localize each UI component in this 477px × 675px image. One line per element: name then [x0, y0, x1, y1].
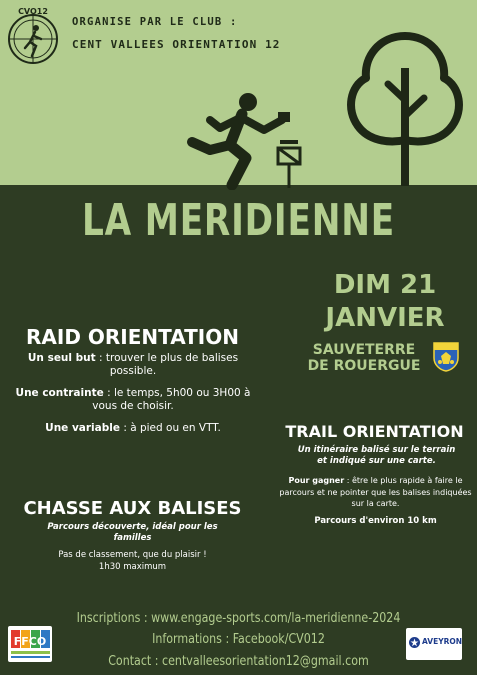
raid-constraint-label: Une contrainte: [15, 387, 104, 399]
event-title: LA MERIDIENNE: [82, 195, 395, 246]
svg-text:FFCO: FFCO: [13, 635, 47, 648]
raid-variable-label: Une variable: [45, 422, 120, 434]
event-date-day: DIM 21: [333, 270, 437, 300]
inscriptions-link[interactable]: Inscriptions : www.engage-sports.com/la-meridienne-2024: [76, 610, 401, 626]
chasse-heading: CHASSE AUX BALISES: [23, 498, 242, 519]
raid-constraint: [8, 387, 258, 413]
raid-goal: [18, 352, 248, 378]
trail-win-text: : être le plus rapide à faire le parcours et ne pointer que les balises indiquées sur la carte.: [279, 476, 472, 508]
trail-win: [278, 475, 473, 510]
chasse-subtitle: Parcours découverte, idéal pour les familles: [47, 522, 218, 543]
trail-distance: Parcours d'environ 10 km: [314, 516, 437, 526]
raid-variable: [18, 422, 248, 435]
aveyron-logo: [406, 628, 462, 660]
ffco-logo-icon: [8, 626, 52, 662]
trail-win-label: Pour gagner: [288, 476, 345, 485]
contact-email[interactable]: Contact : centvalleesorientation12@gmail.com: [108, 653, 369, 669]
ffco-logo: [8, 626, 52, 662]
club-name: CENT VALLEES ORIENTATION 12: [72, 38, 281, 51]
raid-heading: RAID ORIENTATION: [26, 325, 239, 349]
chasse-note2: 1h30 maximum: [98, 562, 167, 572]
raid-goal-label: Un seul but: [27, 352, 96, 364]
raid-variable-text: : à pied ou en VTT.: [119, 422, 221, 434]
raid-constraint-text: : le temps, 5h00 ou 3H00 à vous de choisir.: [92, 387, 251, 412]
tree-icon: [340, 28, 470, 188]
event-date-month: JANVIER: [325, 303, 445, 333]
chasse-note1: Pas de classement, que du plaisir !: [58, 550, 207, 560]
event-location-line2: DE ROUERGUE: [307, 358, 421, 374]
coat-of-arms-icon: [433, 342, 459, 372]
organiser-label: ORGANISE PAR LE CLUB :: [72, 16, 238, 28]
club-logo-icon: [6, 6, 60, 68]
runner-icon: [170, 90, 320, 190]
facebook-link[interactable]: Informations : Facebook/CV012: [152, 631, 325, 647]
svg-text:CVO12: CVO12: [18, 7, 48, 16]
trail-subtitle: Un itinéraire balisé sur le terrain et indiqué sur une carte.: [297, 445, 456, 466]
event-location-line1: SAUVETERRE: [312, 342, 416, 358]
trail-heading: TRAIL ORIENTATION: [285, 422, 464, 441]
raid-goal-text: : trouver le plus de balises possible.: [95, 352, 239, 377]
aveyron-star-icon: [409, 637, 420, 648]
aveyron-logo-text: AVEYRON: [422, 637, 463, 646]
